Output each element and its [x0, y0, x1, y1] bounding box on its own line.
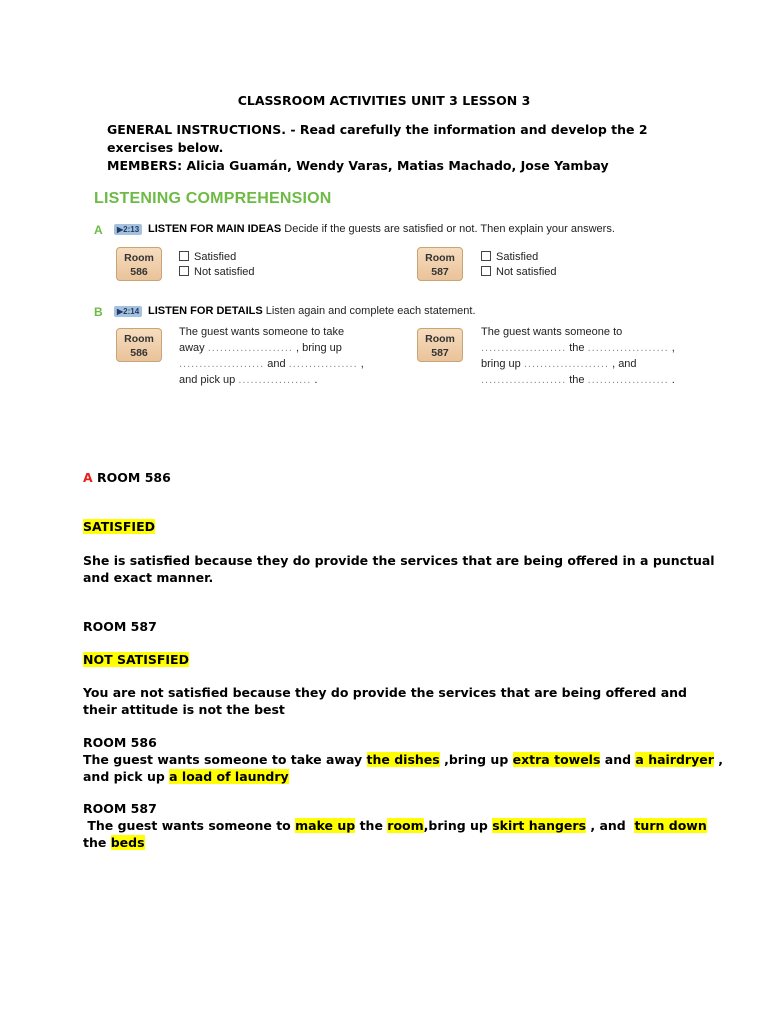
answer-b-587 [83, 800, 723, 851]
statement-587: The guest wants someone to ..................... the .................... , bring up ..................... , and ..................... the .................... . [481, 326, 675, 386]
room-badge-587-b: Room 587 [417, 328, 463, 362]
checkbox-satisfied-587[interactable]: Satisfied [481, 250, 557, 265]
statement-586: The guest wants someone to take away ..................... , bring up ..................... and ................. , and pick up .................. . [179, 326, 364, 386]
answer-587-label: ROOM 587 [83, 619, 157, 634]
room-badge-586-b: Room 586 [116, 328, 162, 362]
exercise-a-instruction: Decide if the guests are satisfied or not. Then explain your answers. [284, 223, 615, 235]
answer-b-587-label: ROOM 587 [83, 801, 157, 816]
listening-comprehension-title: LISTENING COMPREHENSION [94, 190, 332, 207]
page-title: CLASSROOM ACTIVITIES UNIT 3 LESSON 3 [237, 93, 531, 108]
checkbox-icon [481, 266, 491, 276]
answer-b-586-label: ROOM 586 [83, 735, 157, 750]
room-586-options [179, 250, 255, 280]
audio-track-icon: ▶2:13 [114, 224, 142, 235]
answer-b-586-sentence: The guest wants someone to take away the dishes ,bring up extra towels and a hairdryer , and pick up a load of laundry [83, 752, 723, 784]
exercise-b-instruction: Listen again and complete each statement. [265, 305, 476, 317]
blank-line[interactable]: ..................... [481, 342, 567, 354]
room-587-options [481, 250, 557, 280]
blank-line[interactable]: ..................... [481, 374, 567, 386]
checkbox-not-satisfied-587[interactable]: Not satisfied [481, 265, 557, 280]
answer-b-586 [83, 734, 723, 785]
blank-line[interactable]: ................. [288, 358, 358, 370]
answer-a-heading: A ROOM 586 [83, 470, 171, 485]
exercise-a-title: LISTEN FOR MAIN IDEAS [148, 223, 282, 235]
blank-line[interactable]: ..................... [207, 342, 293, 354]
answer-586-explanation: She is satisfied because they do provide the services that are being offered in a punctual and exact manner. [83, 553, 715, 585]
exercise-b-heading [148, 305, 476, 317]
checkbox-icon [481, 251, 491, 261]
checkbox-icon [179, 251, 189, 261]
checkbox-satisfied-586[interactable]: Satisfied [179, 250, 255, 265]
blank-line[interactable]: .................... [587, 374, 669, 386]
exercise-b-letter: B [94, 305, 103, 319]
answer-b-587-sentence: The guest wants someone to make up the room,bring up skirt hangers , and turn down the beds [83, 818, 707, 850]
answer-a-letter: A [83, 470, 93, 485]
instructions-block [107, 121, 667, 175]
exercise-a-letter: A [94, 223, 103, 237]
audio-track-icon: ▶2:14 [114, 306, 142, 317]
general-instructions: GENERAL INSTRUCTIONS. - Read carefully the information and develop the 2 exercises below. [107, 122, 648, 155]
blank-line[interactable]: .................. [238, 374, 312, 386]
blank-line[interactable]: ..................... [179, 358, 265, 370]
checkbox-icon [179, 266, 189, 276]
textbook-excerpt [90, 186, 708, 386]
blank-line[interactable]: ..................... [523, 358, 610, 370]
exercise-a-heading [148, 223, 615, 235]
room-badge-587-a: Room 587 [417, 247, 463, 281]
blank-line[interactable]: .................... [587, 342, 669, 354]
room-badge-586-a: Room 586 [116, 247, 162, 281]
answer-587-status: NOT SATISFIED [83, 652, 189, 667]
members-line: MEMBERS: Alicia Guamán, Wendy Varas, Matias Machado, Jose Yambay [107, 158, 609, 173]
answer-587-explanation: You are not satisfied because they do provide the services that are being offered and their attitude is not the best [83, 685, 687, 717]
answer-586-status: SATISFIED [83, 519, 155, 534]
checkbox-not-satisfied-586[interactable]: Not satisfied [179, 265, 255, 280]
exercise-b-title: LISTEN FOR DETAILS [148, 305, 263, 317]
